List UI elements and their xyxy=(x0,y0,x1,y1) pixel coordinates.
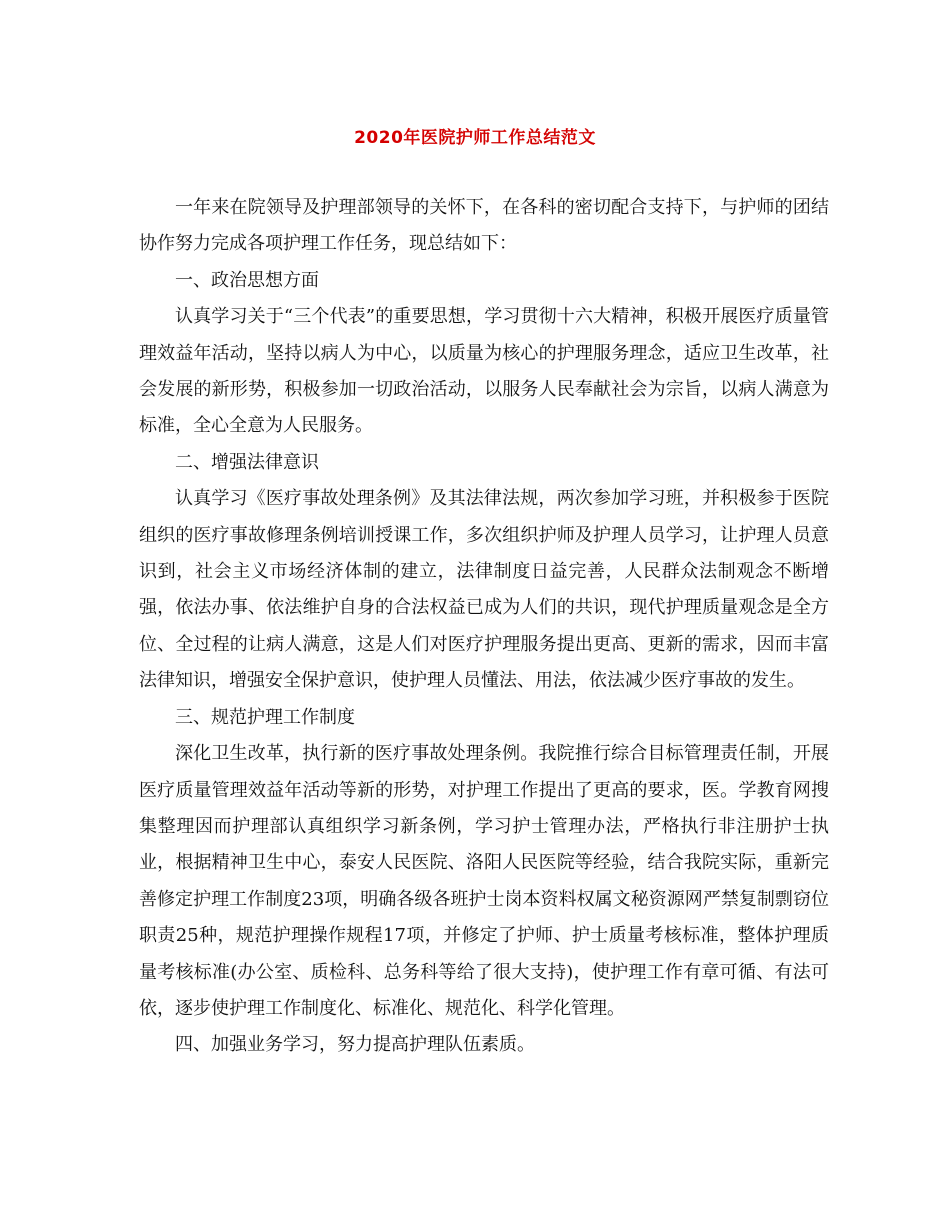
section-heading-study: 四、加强业务学习，努力提高护理队伍素质。 xyxy=(175,1034,535,1056)
section-heading-law: 二、增强法律意识 xyxy=(175,451,319,473)
paragraph-rules: 深化卫生改革，执行新的医疗事故处理条例。我院推行综合目标管理责任制，开展医疗质量管理效益年活动等新的形势，对护理工作提出了更高的要求，医。学教育网搜集整理因而护理部认真组织学习新条例，学习护士管理办法，严格执行非注册护士执业，根据精神卫生中心，泰安人民医院、洛阳人民医院等经验，结合我院实际，重新完善修定护理工作制度23项，明确各级各班护士岗本资料权属文秘资源网严禁复制剽窃位职责25种，规范护理操作规程17项，并修定了护师、护士质量考核标准，整体护理质量考核标准(办公室、质检科、总务科等给了很大支持)，使护理工作有章可循、有法可依，逐步使护理工作制度化、标准化、规范化、科学化管理。 xyxy=(139,743,829,1019)
document-body xyxy=(139,190,829,1064)
paragraph-law: 认真学习《医疗事故处理条例》及其法律法规，两次参加学习班，并积极参于医院组织的医疗事故修理条例培训授课工作，多次组织护师及护理人员学习，让护理人员意识到，社会主义市场经济体制的建立，法律制度日益完善，人民群众法制观念不断增强，依法办事、依法维护自身的合法权益已成为人们的共识，现代护理质量观念是全方位、全过程的让病人满意，这是人们对医疗护理服务提出更高、更新的需求，因而丰富法律知识，增强安全保护意识，使护理人员懂法、用法，依法减少医疗事故的发生。 xyxy=(139,488,829,692)
paragraph-politics: 认真学习关于“三个代表”的重要思想，学习贯彻十六大精神，积极开展医疗质量管理效益年活动，坚持以病人为中心，以质量为核心的护理服务理念，适应卫生改革，社会发展的新形势，积极参加一切政治活动，以服务人民奉献社会为宗旨，以病人满意为标准，全心全意为人民服务。 xyxy=(139,306,829,437)
section-heading-rules: 三、规范护理工作制度 xyxy=(175,706,355,728)
document-title: 2020年医院护师工作总结范文 xyxy=(354,128,596,148)
section-heading-politics: 一、政治思想方面 xyxy=(175,269,319,291)
paragraph-intro: 一年来在院领导及护理部领导的关怀下，在各科的密切配合支持下，与护师的团结协作努力完成各项护理工作任务，现总结如下： xyxy=(139,197,829,255)
